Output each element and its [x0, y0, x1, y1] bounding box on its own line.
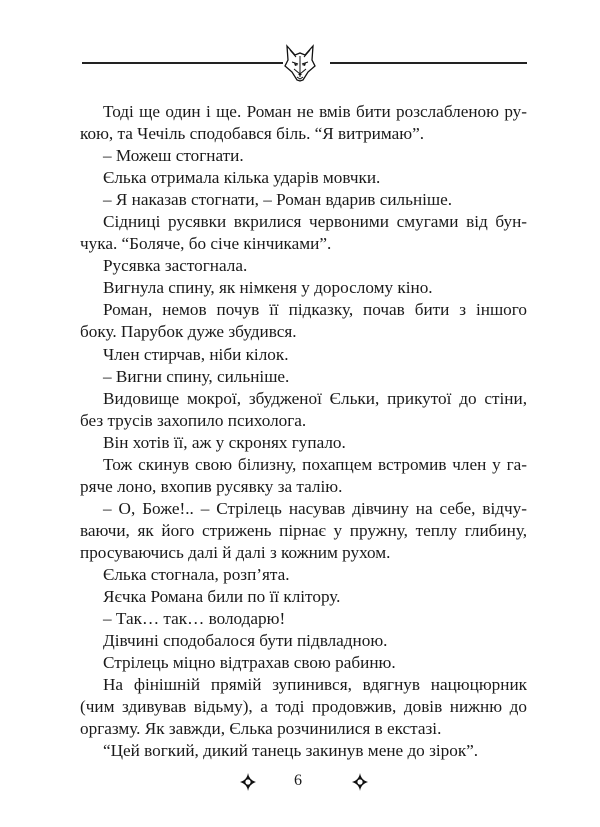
text-line: просуваючись далі й далі з кожним рухом. [80, 542, 391, 562]
text-line: боку. Парубок дуже збудився. [80, 322, 297, 342]
text-line: Видовище мокрої, збудженої Єльки, прикутої до стіни, [103, 388, 527, 408]
text-line: На фінішній прямій зупинився, вдягнув нацюцюрник [103, 675, 527, 695]
text-line: (чим здивував відьму), а тоді продовжив, довів нижню до [80, 697, 527, 717]
text-line: Член стирчав, ніби кілок. [103, 344, 289, 364]
page-number: 6 [294, 772, 302, 789]
text-line: – Вигни спину, сильніше. [103, 366, 290, 386]
text-line: Дівчині сподобалося бути підвладною. [103, 631, 388, 651]
diamond-star-icon [352, 773, 368, 791]
text-line: Сідниці русявки вкрилися червоними смугами від бун- [103, 212, 527, 232]
text-line: Роман, немов почув її підказку, почав бити з іншого [103, 300, 527, 320]
text-line: Тоді ще один і ще. Роман не вмів бити розслабленою ру- [103, 102, 527, 121]
text-line: Єлька стогнала, розп’ята. [103, 564, 290, 584]
text-line: чука. “Боляче, бо січе кінчиками”. [80, 234, 332, 254]
diamond-star-icon [240, 773, 256, 791]
page-footer [0, 770, 600, 794]
text-line: Русявка застогнала. [103, 256, 248, 276]
text-line: Вигнула спину, як німкеня у дорослому кіно. [103, 278, 433, 298]
text-line: ряче лоно, вхопив русявку за талію. [80, 476, 343, 496]
text-line: – Так… так… володарю! [103, 609, 286, 629]
wolf-head-icon [284, 44, 316, 82]
text-line: кою, та Чечіль сподобався біль. “Я витримаю”. [80, 124, 425, 144]
text-line: без трусів захопило психолога. [80, 410, 307, 430]
text-line: – Я наказав стогнати, – Роман вдарив сильніше. [103, 190, 453, 210]
text-line: – О, Боже!.. – Стрілець насував дівчину на себе, відчу- [103, 498, 527, 518]
text-line: Він хотів її, аж у скронях гупало. [103, 432, 346, 452]
text-line: Тож скинув свою білизну, похапцем встромив член у га- [103, 454, 527, 474]
text-line: Стрілець міцно відтрахав свою рабиню. [103, 653, 396, 673]
text-line: ваючи, як його стрижень пірнає у пружну, теплу глибину, [80, 520, 527, 540]
body-text [80, 101, 527, 762]
text-line: оргазму. Як завжди, Єлька розчинилися в екстазі. [80, 719, 442, 739]
text-line: – Можеш стогнати. [103, 146, 244, 166]
header-rule-left [82, 62, 283, 64]
text-line: “Цей вогкий, дикий танець закинув мене до зірок”. [103, 741, 479, 761]
header-rule-right [330, 62, 527, 64]
text-line: Єлька отримала кілька ударів мовчки. [103, 168, 381, 188]
text-line: Яєчка Романа били по її клітору. [103, 587, 341, 607]
